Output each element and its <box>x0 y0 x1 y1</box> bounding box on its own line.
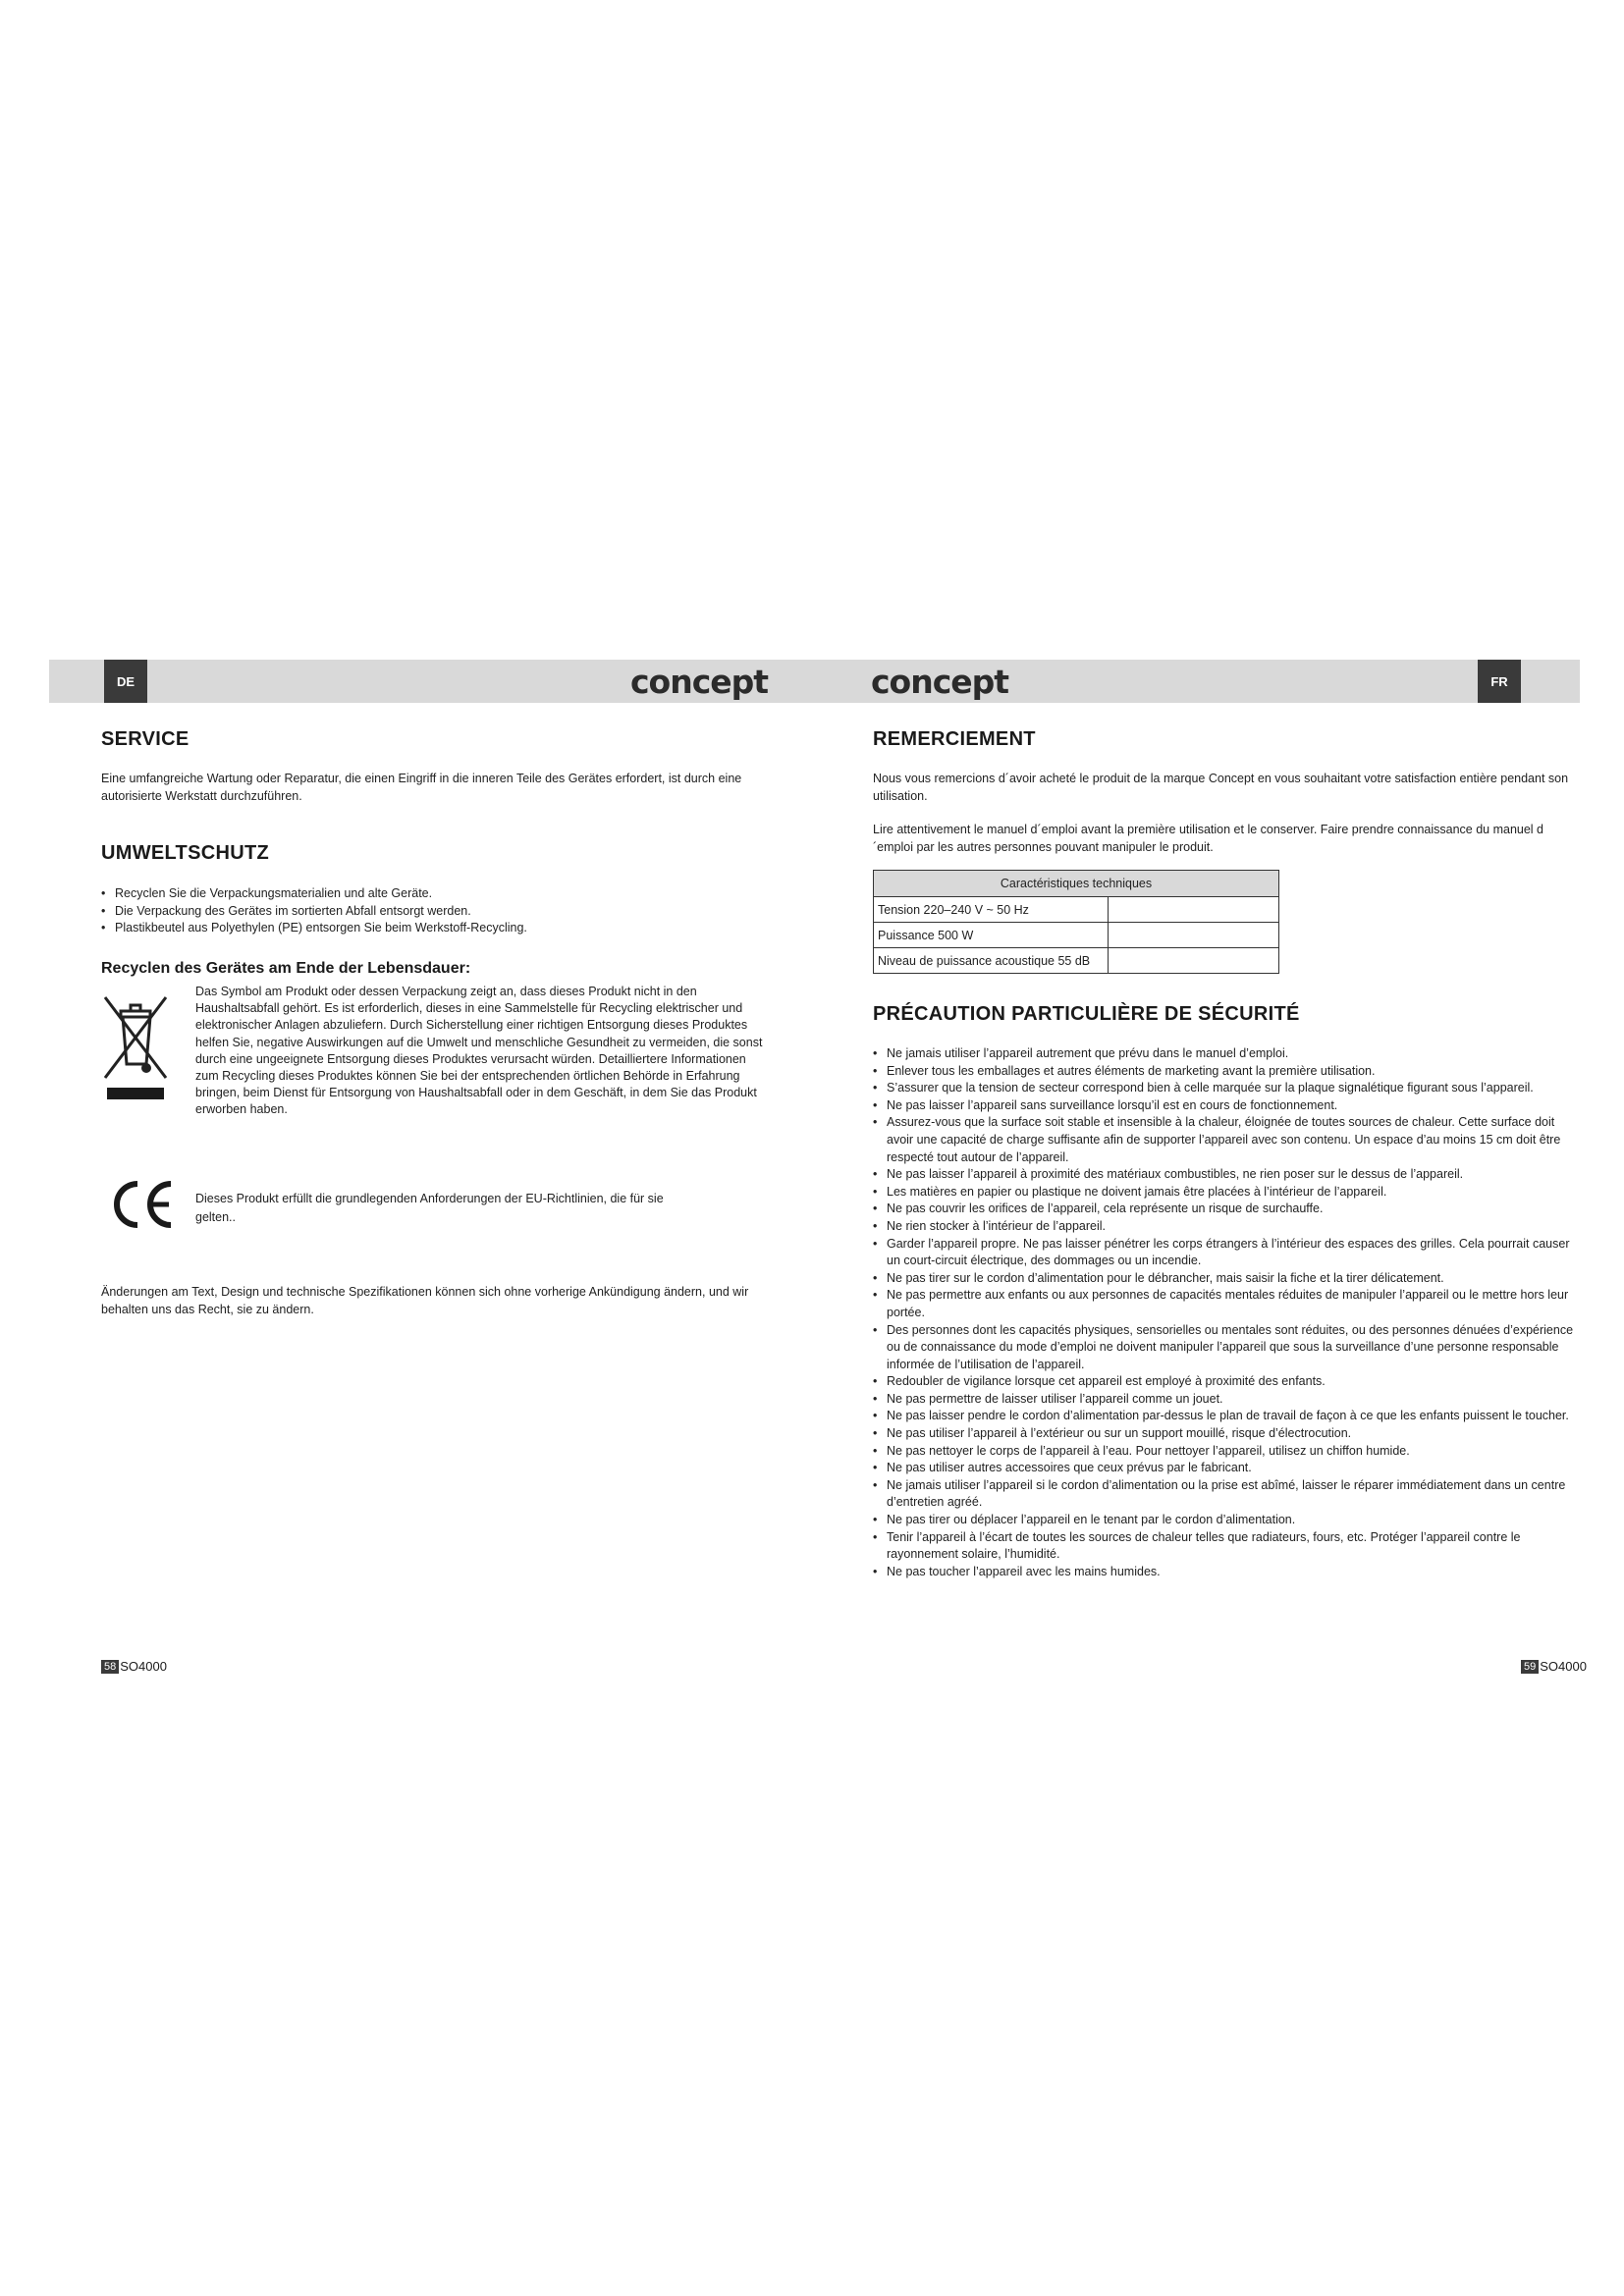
list-item: • S’assurer que la tension de secteur correspond bien à celle marquée sur la plaque signalétique figurant sous l’appareil. <box>873 1080 1580 1097</box>
list-item: • Ne pas couvrir les orifices de l’appareil, cela représente un risque de surchauffe. <box>873 1201 1580 1218</box>
model-name: SO4000 <box>120 1659 167 1674</box>
brand-logo: concept <box>871 662 1009 701</box>
page-footer <box>101 1659 167 1674</box>
list-item: • Ne pas tirer ou déplacer l’appareil en le tenant par le cordon d’alimentation. <box>873 1512 1580 1529</box>
list-item: • Les matières en papier ou plastique ne doivent jamais être placées à l’intérieur de l’appareil. <box>873 1184 1580 1201</box>
table-cell: Tension 220–240 V ~ 50 Hz <box>874 897 1109 923</box>
list-item: • Assurez-vous que la surface soit stable et insensible à la chaleur, éloignée de toutes sources de chaleur. Cette surface doit avoir une capacité de charge suffisante afin de supporter l’appareil avec son contenu. Un espace d’au moins 15 cm doit être respecté tout autour de l’appareil. <box>873 1114 1580 1166</box>
list-item: • Ne pas utiliser l’appareil à l’extérieur ou sur un support mouillé, risque d’électrocution. <box>873 1425 1580 1443</box>
table-cell <box>1109 897 1279 923</box>
page-fr <box>812 0 1624 2296</box>
table-row <box>874 897 1279 923</box>
page-number: 58 <box>101 1660 119 1674</box>
language-tab: DE <box>104 660 147 703</box>
safety-heading: PRÉCAUTION PARTICULIÈRE DE SÉCURITÉ <box>873 1003 1300 1025</box>
brand-logo: concept <box>630 662 769 701</box>
page-footer <box>1521 1659 1587 1674</box>
language-tab: FR <box>1478 660 1521 703</box>
specs-header: Caractéristiques techniques <box>874 871 1279 897</box>
table-cell: Puissance 500 W <box>874 923 1109 948</box>
page-number: 59 <box>1521 1660 1539 1674</box>
ce-mark-icon <box>108 1178 179 1231</box>
list-item: • Die Verpackung des Gerätes im sortierten Abfall entsorgt werden. <box>101 903 761 921</box>
table-cell <box>1109 948 1279 974</box>
list-item: • Plastikbeutel aus Polyethylen (PE) entsorgen Sie beim Werkstoff-Recycling. <box>101 920 761 937</box>
list-item: • Ne pas toucher l’appareil avec les mains humides. <box>873 1564 1580 1581</box>
thanks-heading: REMERCIEMENT <box>873 728 1036 750</box>
list-item: • Ne pas laisser l’appareil sans surveillance lorsqu’il est en cours de fonctionnement. <box>873 1097 1580 1115</box>
list-item: • Ne pas permettre aux enfants ou aux personnes de capacités mentales réduites de manipuler l’appareil ou le mettre hors leur portée. <box>873 1287 1580 1321</box>
table-row <box>874 923 1279 948</box>
specs-table <box>873 870 1279 974</box>
read-manual-text: Lire attentivement le manuel d´emploi avant la première utilisation et le conserver. Faire prendre connaissance du manuel d´emploi par les autres personnes pouvant manipuler le produit. <box>873 823 1544 854</box>
list-item: • Ne pas nettoyer le corps de l’appareil à l’eau. Pour nettoyer l’appareil, utilisez un chiffon humide. <box>873 1443 1580 1461</box>
thanks-text: Nous vous remercions d´avoir acheté le produit de la marque Concept en vous souhaitant votre satisfaction entière pendant son utilisation. <box>873 772 1569 803</box>
table-cell: Niveau de puissance acoustique 55 dB <box>874 948 1109 974</box>
list-item: • Ne pas permettre de laisser utiliser l’appareil comme un jouet. <box>873 1391 1580 1409</box>
safety-list <box>873 1045 1580 1580</box>
list-item: • Des personnes dont les capacités physiques, sensorielles ou mentales sont réduites, ou des personnes dénuées d’expérience ou de connaissance du mode d’emploi ne doivent manipuler l’appareil que sous la surveillance d’une personne responsable informée de l’utilisation de l’appareil. <box>873 1322 1580 1374</box>
recycle-text: Das Symbol am Produkt oder dessen Verpackung zeigt an, dass dieses Produkt nicht in den Haushaltsabfall gehört. Es ist erforderlich, dieses in eine Sammelstelle für Recycling elektrischer und elektronischer Anlagen abzuliefern. Durch Sicherstellung einer richtigen Entsorgung dieses Produktes helfen Sie, negative Auswirkungen auf die Umwelt und menschliche Gesundheit zu vermeiden, die sonst durch eine ungeeignete Entsorgung dieses Produktes verursacht würden. Detailliertere Informationen zum Recycling dieses Produktes können Sie bei der entsprechenden örtlichen Behörde in Erfahrung bringen, beim Dienst für Entsorgung von Haushaltsabfall oder in dem Geschäft, in dem Sie das Produkt erworben haben. <box>195 985 763 1117</box>
list-item: • Ne pas laisser l’appareil à proximité des matériaux combustibles, ne rien poser sur le dessus de l’appareil. <box>873 1166 1580 1184</box>
list-item: • Ne pas tirer sur le cordon d’alimentation pour le débrancher, mais saisir la fiche et la tirer délicatement. <box>873 1270 1580 1288</box>
list-item: • Recyclen Sie die Verpackungsmaterialien und alte Geräte. <box>101 885 761 903</box>
list-item: • Tenir l’appareil à l’écart de toutes les sources de chaleur telles que radiateurs, fours, etc. Protéger l’appareil contre le rayonnement solaire, l’humidité. <box>873 1529 1580 1564</box>
list-item: • Ne pas laisser pendre le cordon d’alimentation par-dessus le plan de travail de façon à ce que les enfants puissent le toucher. <box>873 1408 1580 1425</box>
table-row <box>874 948 1279 974</box>
list-item: • Redoubler de vigilance lorsque cet appareil est employé à proximité des enfants. <box>873 1373 1580 1391</box>
list-item: • Ne pas utiliser autres accessoires que ceux prévus par le fabricant. <box>873 1460 1580 1477</box>
service-text: Eine umfangreiche Wartung oder Reparatur, die einen Eingriff in die inneren Teile des Gerätes erfordert, ist durch eine autorisierte Werkstatt durchzuführen. <box>101 772 742 803</box>
list-item: • Garder l’appareil propre. Ne pas laisser pénétrer les corps étrangers à l’intérieur des espaces des grilles. Cela pourrait causer un court-circuit électrique, des dommages ou un incendie. <box>873 1236 1580 1270</box>
list-item: • Ne jamais utiliser l’appareil si le cordon d’alimentation ou la prise est abîmé, laisser le réparer immédiatement dans un centre d’entretien agréé. <box>873 1477 1580 1512</box>
changes-notice: Änderungen am Text, Design und technische Spezifikationen können sich ohne vorherige Ankündigung ändern, und wir behalten uns das Recht, sie zu ändern. <box>101 1285 749 1316</box>
list-item: • Enlever tous les emballages et autres éléments de marketing avant la première utilisation. <box>873 1063 1580 1081</box>
recycle-heading: Recyclen des Gerätes am Ende der Lebensdauer: <box>101 960 471 977</box>
table-cell <box>1109 923 1279 948</box>
model-name: SO4000 <box>1540 1659 1587 1674</box>
environment-heading: UMWELTSCHUTZ <box>101 842 269 864</box>
weee-crossed-bin-icon <box>101 991 170 1101</box>
ce-text: Dieses Produkt erfüllt die grundlegenden Anforderungen der EU-Richtlinien, die für sie gelten.. <box>195 1192 664 1224</box>
list-item: • Ne jamais utiliser l’appareil autrement que prévu dans le manuel d’emploi. <box>873 1045 1580 1063</box>
list-item: • Ne rien stocker à l’intérieur de l’appareil. <box>873 1218 1580 1236</box>
service-heading: SERVICE <box>101 728 189 750</box>
environment-list <box>101 885 761 937</box>
